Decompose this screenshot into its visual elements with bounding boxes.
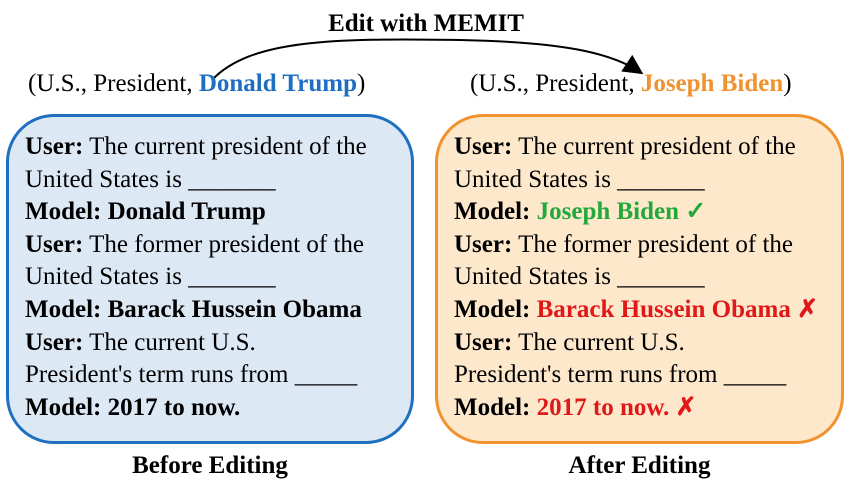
triple-open: (U.S., President,: [28, 70, 199, 97]
model-answer: 2017 to now.: [101, 393, 241, 421]
utterance-text: The current U.S.: [512, 328, 685, 356]
edit-arrow-icon: [0, 0, 852, 80]
model-answer: Barack Hussein Obama: [530, 295, 791, 323]
model-line: [454, 392, 841, 425]
user-line: [25, 164, 411, 197]
triple-close: ): [783, 70, 792, 97]
model-line: [454, 196, 841, 229]
user-line: [454, 261, 841, 294]
utterance-text: The former president of the: [512, 230, 794, 258]
after-caption: After Editing: [568, 452, 711, 479]
utterance-text: The current president of the: [83, 133, 367, 160]
user-line: [25, 131, 411, 164]
utterance-text: United States is _______: [454, 263, 705, 291]
user-line: [454, 131, 841, 164]
triple-close: ): [356, 70, 366, 97]
model-answer: Joseph Biden: [530, 198, 680, 226]
speaker-label: Model:: [454, 295, 531, 323]
user-line: [454, 327, 841, 360]
utterance-text: President's term runs from _____: [454, 361, 787, 389]
model-line: [25, 294, 411, 327]
user-line: [25, 359, 411, 392]
speaker-label: Model:: [25, 295, 102, 323]
speaker-label: Model:: [454, 198, 531, 226]
diagram-title: Edit with MEMIT: [328, 10, 524, 37]
speaker-label: Model:: [25, 198, 102, 226]
triple-open: (U.S., President,: [470, 70, 641, 97]
user-line: [25, 327, 411, 360]
speaker-label: User:: [454, 328, 513, 356]
speaker-label: User:: [25, 230, 84, 258]
model-line: [454, 294, 841, 327]
before-panel: [6, 114, 414, 444]
triple-object-before: Donald Trump: [198, 70, 357, 97]
speaker-label: User:: [454, 230, 513, 258]
utterance-text: United States is _______: [25, 263, 276, 291]
before-triple: [28, 70, 365, 98]
model-line: [25, 392, 411, 425]
speaker-label: Model:: [25, 393, 102, 421]
utterance-text: President's term runs from _____: [25, 361, 358, 389]
utterance-text: The current president of the: [512, 133, 796, 160]
model-answer: 2017 to now.: [530, 393, 670, 421]
utterance-text: The current U.S.: [83, 328, 256, 356]
utterance-text: United States is _______: [25, 165, 276, 193]
check-mark-icon: ✓: [679, 198, 707, 226]
after-panel: [435, 114, 844, 444]
triple-object-after: Joseph Biden: [640, 70, 784, 97]
user-line: [25, 229, 411, 262]
user-line: [454, 229, 841, 262]
cross-mark-icon: ✗: [669, 393, 697, 421]
user-line: [454, 359, 841, 392]
model-line: [25, 196, 411, 229]
utterance-text: The former president of the: [83, 230, 365, 258]
model-answer: Donald Trump: [101, 198, 266, 226]
speaker-label: User:: [454, 133, 513, 160]
speaker-label: User:: [25, 328, 84, 356]
speaker-label: Model:: [454, 393, 531, 421]
after-triple: [470, 70, 792, 98]
user-line: [25, 261, 411, 294]
cross-mark-icon: ✗: [790, 295, 819, 323]
speaker-label: User:: [25, 133, 84, 160]
utterance-text: United States is _______: [454, 165, 705, 193]
user-line: [454, 164, 841, 197]
before-caption: Before Editing: [132, 452, 288, 479]
model-answer: Barack Hussein Obama: [101, 295, 362, 323]
